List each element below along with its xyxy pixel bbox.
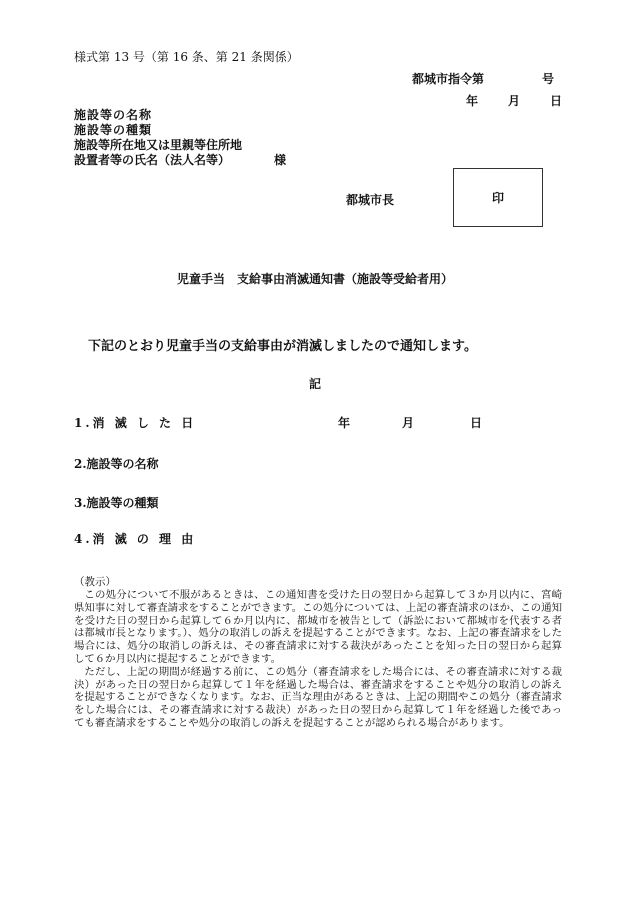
issue-date-year: 年 xyxy=(466,94,479,108)
document-title: 児童手当 支給事由消滅通知書（施設等受給者用） xyxy=(176,272,453,286)
addressee-facility-name: 施設等の名称 xyxy=(74,108,153,122)
directive-number xyxy=(412,70,554,87)
issue-date-month: 月 xyxy=(508,94,521,108)
instruction-heading: （教示） xyxy=(74,576,116,588)
form-number: 様式第 13 号（第 16 条、第 21 条関係） xyxy=(74,50,299,64)
item-facility-name: 2.施設等の名称 xyxy=(74,457,159,471)
notice-text: 下記のとおり児童手当の支給事由が消滅しましたので通知します。 xyxy=(88,339,477,354)
issue-date-day: 日 xyxy=(550,94,563,108)
item-extinction-reason-label: 4.消 滅 の 理 由 xyxy=(74,532,197,546)
addressee-name-label: 設置者等の氏名（法人名等） xyxy=(74,153,231,167)
extinction-date-month: 月 xyxy=(402,416,415,430)
item-extinction-reason xyxy=(74,530,196,547)
item-facility-type: 3.施設等の種類 xyxy=(74,496,159,510)
issue-date xyxy=(466,92,562,109)
instruction-body xyxy=(74,589,562,730)
directive-suffix: 号 xyxy=(542,72,555,86)
addressee-facility-type: 施設等の種類 xyxy=(74,123,153,137)
instruction-paragraph: ただし、上記の期間が経過する前に、この処分（審査請求をした場合には、その審査請求に対する裁決）があった日の翌日から起算して１年を経過した場合は、審査請求をすることや処分の取消しの訴えを提起することができなくなります。なお、正当な理由があるときは、上記の期間やこの処分（審査請求をした場合には、その審査請求に対する裁決）があった日の翌日から起算して１年を経過した後であっても審査請求をすることや処分の取消しの訴えを提起することが認められる場合があります。 xyxy=(74,665,562,729)
instruction-paragraph: この処分について不服があるときは、この通知書を受けた日の翌日から起算して３か月以内に、宮崎県知事に対して審査請求をすることができます。この処分については、上記の審査請求のほか、この通知を受けた日の翌日から起算して６か月以内に、都城市を被告として（訴訟において都城市を代表する者は都城市長となります。）、処分の取消しの訴えを提起することができます。なお、上記の審査請求をした場合には、処分の取消しの訴えは、その審査請求に対する裁決があったことを知った日の翌日から起算して６か月以内に提起することができます。 xyxy=(74,589,562,665)
addressee-address: 施設等所在地又は里親等住所地 xyxy=(74,138,243,152)
seal-label: 印 xyxy=(491,191,504,205)
extinction-date-day: 日 xyxy=(470,416,483,430)
issuer-title: 都城市長 xyxy=(346,193,395,207)
seal-box xyxy=(453,168,543,227)
item-extinction-date xyxy=(74,414,196,431)
extinction-date-year: 年 xyxy=(338,416,351,430)
honorific: 様 xyxy=(274,153,287,167)
ki-heading: 記 xyxy=(308,377,321,391)
addressee-name xyxy=(74,153,286,168)
directive-prefix: 都城市指令第 xyxy=(412,72,485,86)
item-extinction-date-label: 1.消 滅 し た 日 xyxy=(74,416,197,430)
